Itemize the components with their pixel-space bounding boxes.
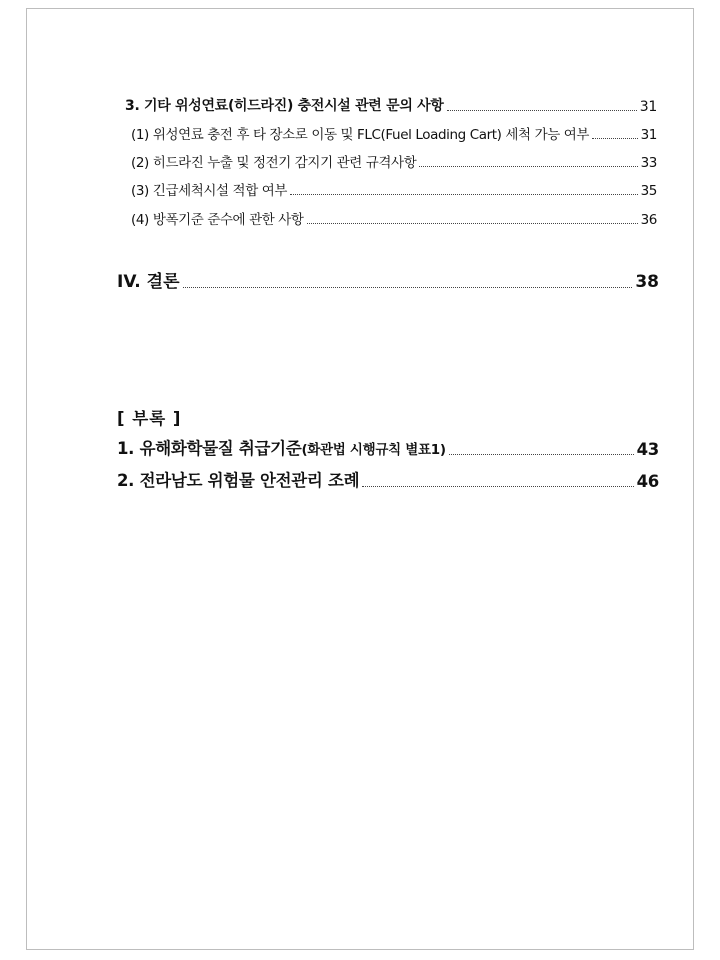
toc-page-number: 43 [636, 440, 659, 459]
toc-entry-subitem-1[interactable] [131, 123, 657, 143]
toc-entry-title-note: (화관법 시행규칙 별표1) [301, 442, 446, 458]
toc-entry-title-main: 1. 유해화학물질 취급기준 [117, 439, 302, 458]
document-page [26, 8, 694, 950]
dot-leader [419, 166, 637, 167]
toc-entry-subitem-2[interactable] [131, 151, 657, 171]
toc-entry-title: IV. 결론 [117, 272, 180, 292]
toc-entry-subitem-3[interactable] [131, 179, 657, 199]
toc-entry-title: 2. 전라남도 위험물 안전관리 조례 [117, 471, 360, 490]
toc-page-number: 38 [635, 272, 659, 292]
toc-entry-title: (1) 위성연료 충전 후 타 장소로 이동 및 FLC(Fuel Loading Cart) 세척 가능 여부 [131, 127, 590, 143]
toc-entry-title: (3) 긴급세척시설 적합 여부 [131, 183, 288, 199]
toc-entry-subitem-4[interactable] [131, 208, 657, 228]
toc-entry-title: (2) 히드라진 누출 및 정전기 감지기 관련 규격사항 [131, 155, 417, 171]
toc-page-number: 31 [640, 127, 657, 143]
toc-entry-title: (4) 방폭기준 준수에 관한 사항 [131, 212, 304, 228]
toc-page-number: 33 [640, 155, 657, 171]
dot-leader [449, 454, 634, 455]
toc-entry-appendix-2[interactable] [117, 467, 659, 491]
dot-leader [447, 110, 637, 111]
dot-leader [362, 486, 633, 487]
dot-leader [307, 223, 638, 224]
dot-leader [183, 287, 633, 288]
toc-page-number: 35 [640, 183, 657, 199]
toc-entry-chapter-4[interactable] [117, 267, 659, 292]
toc-entry-title: 3. 기타 위성연료(히드라진) 충전시설 관련 문의 사항 [125, 98, 444, 114]
dot-leader [290, 194, 638, 195]
toc-page-number: 36 [640, 212, 657, 228]
toc-entry-title [117, 435, 446, 459]
toc-entry-appendix-1[interactable] [117, 435, 659, 459]
toc-entry-section-3[interactable] [125, 95, 657, 115]
dot-leader [592, 138, 638, 139]
toc-page-number: 31 [639, 99, 657, 115]
toc-page-number: 46 [636, 472, 659, 491]
appendix-heading: [ 부록 ] [117, 409, 182, 428]
